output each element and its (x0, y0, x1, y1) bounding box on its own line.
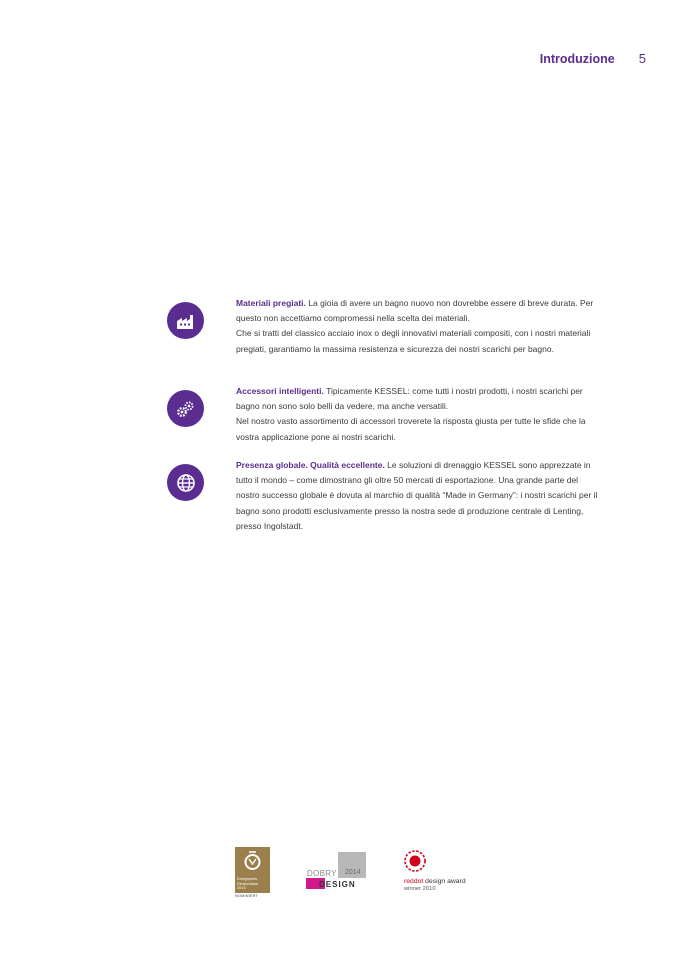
page-number: 5 (638, 51, 646, 66)
dobry-word: DOBRY (307, 869, 337, 878)
feature-lead: Accessori intelligenti. (236, 386, 324, 396)
designpreis-award-logo (235, 847, 270, 898)
reddot-red: red (404, 878, 414, 885)
feature-body: Le soluzioni di drenaggio KESSEL sono apprezzate in tutto il mondo – come dimostrano gli oltre 50 mercati di esportazione. Una grande parte del nostro successo globale è dovuta al marchio di qualità “Made in Germany”: i nostri scarichi per il bagno sono prodotti esclusivamente presso la nostra sede di produzione centrale di Lenting, presso Ingolstadt. (236, 460, 598, 531)
dobry-design: DESIGN (319, 880, 356, 889)
reddot-winner: winner 2010 (404, 886, 436, 892)
feature-body-2: Nel nostro vasto assortimento di accessori troverete la risposta giusta per tutte le sfide che la vostra applicazione pone ai nostri scarichi. (236, 416, 586, 442)
feature-text (236, 458, 598, 534)
reddot-dot: dot (413, 878, 424, 885)
feature-lead: Materiali pregiati. (236, 298, 306, 308)
factory-icon (167, 302, 204, 339)
designpreis-line2: Deutschland (237, 881, 259, 886)
feature-body: Tipicamente KESSEL: come tutti i nostri prodotti, i nostri scarichi per bagno non sono solo belli da vedere, ma anche versatili. (236, 386, 583, 412)
dobry-design-logo (306, 852, 366, 890)
globe-icon (167, 464, 204, 501)
page-header (540, 51, 646, 66)
feature-lead: Presenza globale. Qualità eccellente. (236, 460, 385, 470)
feature-text (236, 296, 598, 357)
designpreis-label: NOMINIERT (235, 894, 259, 898)
reddot-award-logo (404, 850, 484, 893)
feature-body-2: Che si tratti del classico acciaio inox o degli innovativi materiali compositi, con i nostri materiali pregiati, garantiamo la massima resistenza e sicurezza dei nostri scarichi per bagno. (236, 328, 591, 354)
gears-icon (167, 390, 204, 427)
reddot-icon (404, 850, 426, 872)
dobry-year: 2014 (345, 869, 361, 876)
designpreis-line1: Designpreis (237, 877, 258, 882)
reddot-rest: design award (423, 878, 466, 885)
feature-body: La gioia di avere un bagno nuovo non dovrebbe essere di breve durata. Per questo non accettiamo compromessi nella scelta dei materiali. (236, 298, 594, 324)
designpreis-line3: 2013 (237, 886, 246, 891)
section-title: Introduzione (539, 52, 615, 66)
feature-text (236, 384, 598, 445)
